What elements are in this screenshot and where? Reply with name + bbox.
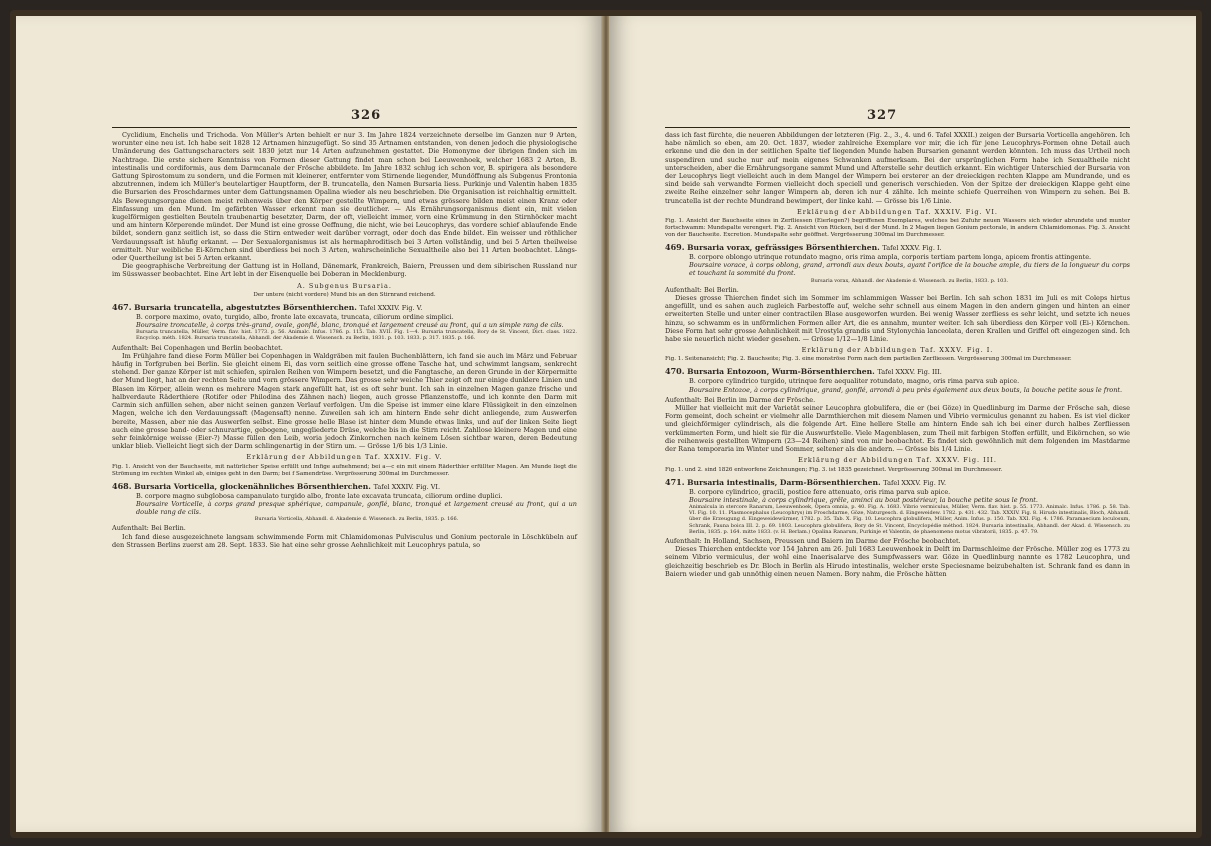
plate-reference: Tafel XXXIV. Fig. V. xyxy=(359,303,423,312)
french-diagnosis: Boursaire Vorticelle, à corps grand presque sphérique, campanule, gonflé, blanc, tronqué et largement creusé au front, qui a un double rang de cils. xyxy=(136,499,577,516)
species-name: Bursaria Entozoon, Wurm-Börsenthierchen. xyxy=(687,367,875,377)
book-spread xyxy=(10,10,1202,838)
figure-explanation-heading: Erklärung der Abbildungen Taf. XXXV. Fig. III. xyxy=(798,456,997,465)
species-description: Dieses Thierchen entdeckte vor 154 Jahren am 26. Juli 1683 Leeuwenhoek in Delft im Darmschleime der Frösche. Müller zog es 1773 zu seinem Vibrio vermiculus, der wohl eine Inaerisalarve des Sumpfwassers war. Göze in Quedlinburg nannte es 1782 Leucophra, und gleichzeitig beschrieb es Dr. Bloch in Berlin als Hirudo intestinalis, welcher erste Speciesname beizubehalten ist. Schrank fand es dann in Baiern wieder und gab unnöthig einen neuen Namen. Bory nahm, die Frösche hätten xyxy=(665,545,1130,578)
french-diagnosis: Boursaire intestinale, à corps cylindrique, grêle, aminci au bout postérieur, la bouche petite sous le front. xyxy=(689,495,1038,504)
species-number: 468. xyxy=(112,480,132,491)
synonymy-references: Animalcula in stercore Ranarum, Leeuwenhoek, Opera omnia, p. 40. Fig. A. 1683. Vibrio vermiculus, Müller, Verm. flav. hist. p. 55. 1773. Animalc. Infus. 1786. p. 58. Tab. VI. Fig. 10. 11. Plasmocephalus (Leucophrys) im Froschdarme, Göze, Naturgesch. d. Eingeweidew. 1782. p. 431. 432. Tab. XXXIV. Fig. 8. Hirudo intestinalis, Bloch, Abhandl. über die Erzeugung d. Eingeweidewürmer, 1782. p. 35. Tab. X. Fig. 10. Leucophra globulifera, Müller, Anim. Infus. p. 150. Tab. XXI. Fig. 4. 1786. Paramaecium loculosum, Schrank, Fauna boica III. 2. p. 69. 1803. Leucophra globulifera, Bory de St. Vincent, Encyclopédie méthod. 1824. Bursaria intestinalis, Abhandl. der Akad. d. Wissensch. zu Berlin, 1835. p. 164. mitte 1833. (v. H. Berlam.) Opalina Ranarum, Purkinje et Valentin, de phaenomeno motus vibratorii, 1835. p. 47. 79. xyxy=(689,503,1130,535)
figure-explanation: Fig. 1. und 2. sind 1826 entworfene Zeichnungen; Fig. 3. ist 1835 gezeichnet. Vergrösserung 300mal im Durchmesser. xyxy=(665,466,1003,473)
page-number: 326 xyxy=(351,108,382,123)
species-heading-470 xyxy=(665,366,1130,377)
geography-paragraph: Die geographische Verbreitung der Gattung ist in Holland, Dänemark, Frankreich, Baiern, Preussen und dem sibirischen Russland nur im Süsswasser beobachtet. Eine Art lebt in der Eisenquelle bei Doberan in Mecklenburg. xyxy=(112,262,577,279)
species-number: 470. xyxy=(665,366,685,377)
continued-paragraph: dass ich fast fürchte, die neueren Abbildungen der letzteren (Fig. 2., 3., 4. und 6. Tafel XXXII.) zeigen der Bursaria Vorticella angehören. Ich habe nämlich so eben, am 20. Oct. 1837, wieder zahlreiche Exemplare vor mir, die ich für jene Leucophrys-Formen ohne Detail auch erkenne und die den in der seitlichen Spalte tief liegenden Munde haben Bursarien genannt werden könnten. Ich muss das Urtheil noch suspendiren und suche nur auf mein eigenes Schwanken aufmerksam. Bei der ursprünglichen Form habe ich Sexualtheile nicht unterscheiden, aber die Ernährungsorgane sammt Mund und Afterstelle sehr deutlich erkannt. Ein wichtiger Unterschied der Bursaria von der Leucophrys liegt vielleicht auch in dem Mangel der Wimpern bei ersterer an der dreieckigen rechten Klappe am Mundrande, und es sind beide sah verwandte Formen vielleicht doch speciell und generisch verschieden. Von der Spitze der dreieckigen Klappe geht eine zweite Reihe einzelner sehr langer Wimpern ab, deren ich nur 4 zählte. Ich meinte schiefe Querreihen von Wimpern zu sehen. Bei B. truncatella ist der rechte Mundrand bewimpert, der linke kahl. — Grösse bis 1/6 Linie. xyxy=(665,131,1130,205)
figure-explanation-heading: Erklärung der Abbildungen Taf. XXXIV. Fig. V. xyxy=(246,453,443,462)
header-rule xyxy=(665,127,1130,128)
left-page xyxy=(16,16,603,832)
species-description: Müller hat vielleicht mit der Varietät seiner Leucophra globulifera, die er (bei Göze) in Quedlinburg im Darme der Frösche sah, diese Form gemeint, doch scheint er vielmehr alle Darmthierchen mit diesem Namen und Vibrio vermiculus genannt zu haben. Es ist viel dicker und gleichförmiger cylindrisch, als die folgende Art. Eine hellere Stelle am hintern Ende sah ich bei einer durch halbes Zerfliessen verkümmerten Form, und hielt sie für die Auswurfstelle. Viele Magenblasen, zum Theil mit farbigen Stoffen erfüllt, und Eikörnchen, so wie die reihenweis gestellten Wimpern (23—24 Reihen) sind von mir beobachtet. Es findet sich gewöhnlich mit dem folgenden im Mastdarme der Rana temporaria im Winter und Sommer, seltener als die andern. — Grösse bis 1/4 Linie. xyxy=(665,404,1130,454)
genus-intro: Cyclidium, Enchelis und Trichoda. Von Müller's Arten behielt er nur 3. Im Jahre 1824 verzeichnete derselbe im Ganzen nur 9 Arten, worunter eine neu ist. Ich habe seit 1828 12 Artnamen hinzugefügt. So sind 35 Artnamen entstanden, von denen jedoch die physiologische Umänderung des Gattungscharacters seit 1830 jetzt nur 14 Arten aufzunehmen gestattet. Die Homonyme der übrigen finden sich im Nachtrage. Die erste sichere Kenntniss von Formen dieser Gattung findet man schon bei Leeuwenhoek, welcher 1683 2 Arten, B. intestinalis und cordiformis, aus dem Darmcanale der Frösche abbildete. Im Jahre 1832 schlug ich schon vor, B. spirigera als besondere Gattung Spirostomum zu sondern, und die Formen mit kleinerer, entfernter vom Stirnende liegender, Mundöffnung als Subgenus Frontonia abzutrennen, indem ich Müller's beutelartiger Hauptform, der B. truncatella, den Namen Bursaria liess. Purkinje und Valentin haben 1835 die Bursarien des Froschdarmes unter dem Gattungsnamen Opalina wieder als neu beschrieben. Die Organisation ist reichhaltig ermittelt. Als Bewegungsorgane dienen meist reihenweis über den Körper gestellte Wimpern, und etwas grössere bilden meist einen Kranz oder Einfassung um den Mund. Im gefärbten Wasser erkennt man sie deutlicher. — Als Ernährungsorganismus dient ein, mit vielen kugelförmigen gestielten Beuteln traubenartig besetzter, Darm, der oft, vielleicht immer, vorn eine Krümmung in den Stirnhöcker macht und am hintern Körperende mündet. Der Mund ist eine grosse Oeffnung, die nicht, wie bei Leucophrys, das vordere schief ablaufende Ende bildet, sondern ganz seitlich ist, so dass die Stirn entweder weit darüber vorragt, oder doch das Ende bildet. Ein weisser und röthlicher Verdauungssaft ist häufig erkannt. — Der Sexualorganismus ist als hermaphroditisch bei 3 Arten vollständig, und bei 5 Arten theilweise ermittelt. Nur weibliche Ei-Körnchen sind überdiess bei noch 3 Arten, wahrscheinliche Sexualtheile also bei 11 Arten beobachtet. Längs- oder Quertheilung ist bei 5 Arten erkannt. xyxy=(112,131,577,263)
habitat-line: Aufenthalt: In Holland, Sachsen, Preussen und Baiern im Darme der Frösche beobachtet. xyxy=(665,536,961,545)
figure-explanation-heading: Erklärung der Abbildungen Taf. XXXV. Fig. I. xyxy=(801,346,994,355)
figure-explanation: Fig. 1. Ansicht von der Bauchseite, mit natürlicher Speise erfüllt und Infige aufnehmend; bei a—c ein mit einem Räderthier erfüllter Magen. Am Munde liegt die Strömung im rechten Winkel ab, einiges geht in den Darm; bei f Samendrüse. Vergrösserung 300mal im Durchmesser. xyxy=(112,463,577,477)
french-diagnosis: Boursaire vorace, à corps oblong, grand, arrondi aux deux bouts, ayant l'orifice de la bouche ample, du tiers de la longueur du corps et touchant la sommité du front. xyxy=(689,261,1130,278)
plate-reference: Tafel XXXV. Fig. III. xyxy=(877,368,942,377)
habitat-line: Aufenthalt: Bei Berlin. xyxy=(112,524,186,533)
synonymy-references: Bursaria truncatella, Müller, Verm. flav. hist. 1773. p. 56. Animalc. Infus. 1786. p. 115. Tab. XVII. Fig. 1—4. Bursaria truncatella, Bory de St. Vincent, Dict. class. 1822. Encyclop. méth. 1824. Bursaria truncatella, Abhandl. der Akademie d. Wissensch. zu Berlin, 1831. p. 103. 1833. p. 317. 1835. p. 166. xyxy=(136,329,577,342)
species-description: Ich fand diese ausgezeichnete langsam schwimmende Form mit Chlamidomonas Pulvisculus und Gonium pectorale in Löschkübeln auf den Strassen Berlins zuerst am 28. Sept. 1833. Sie hat eine sehr grosse Aehnlichkeit mit Leucophrys patula, so xyxy=(112,532,577,549)
species-name: Bursaria vorax, gefrässiges Börsenthierchen. xyxy=(687,243,880,253)
species-name: Bursaria intestinalis, Darm-Börsenthierchen. xyxy=(687,477,881,487)
latin-diagnosis: B. corpore cylindrico, gracili, postice fere attenuato, oris rima parva sub apice. xyxy=(689,487,951,496)
species-heading-471 xyxy=(665,477,1130,488)
figure-explanation: Fig. 1. Ansicht der Bauchseite eines in Zerfliessen (Eierlegen?) begriffenen Exemplares, welches bei Zufuhr neuen Wassers sich wieder abrundete und munter fortschwamm: Mundspalte verengert. Fig. 2. Ansicht von Rücken, bei d der Mund. In 2 Magen liegen Gonium pectorale, in andern Chlamidomonas. Fig. 3. Ansicht von der Bauchseite. Excretion. Mundspalte sehr geöffnet. Vergrösserung 300mal im Durchmesser. xyxy=(665,218,1130,239)
french-diagnosis: Boursaire Entozoe, à corps cylindrique, grand, gonflé, arrondi à peu près également aux deux bouts, la bouche petite sous le front. xyxy=(689,385,1123,394)
figure-explanation-heading: Erklärung der Abbildungen Taf. XXXIV. Fig. VI. xyxy=(797,207,998,216)
header-rule xyxy=(112,127,577,128)
latin-diagnosis: B. corpore magno subglobosa campanulato turgido albo, fronte late excavata truncata, ciliorum ordine duplici. xyxy=(136,491,503,500)
species-heading-468 xyxy=(112,481,577,492)
plate-reference: Tafel XXXV. Fig. I. xyxy=(882,244,942,253)
latin-diagnosis: B. corpore maximo, ovato, turgido, albo, fronte late excavata, truncata, ciliorum ordine simplici. xyxy=(136,312,454,321)
species-description: Dieses grosse Thierchen findet sich im Sommer im schlammigen Wasser bei Berlin. Ich sah schon 1831 im Juli es mit Coleps hirtus angefüllt, und es sahen auch zugleich Farbestoffe auf, welche sehr schnell aus einem Magen in den andern gingen und hinten an einer erweiterten Stelle und unter einer contractilen Blase ausgeworfen wurden. Bei wenig Wasser zerfliess es sehr leicht, und setzte ich neues hinzu, so schwamm es in unförmlichen Formen aller Art, die es annahm, munter weiter. Ich sah überdiess den Körper voll (Ei-) Körnchen. Diese Form hat sehr grosse Aehnlichkeit mit Urostyla grandis und Stylonychia lanceolata, deren Krallen und Griffel oft eingezogen sind. Ich habe sie neuerlich nicht wieder gesehen. — Grösse 1/12—1/8 Linie. xyxy=(665,294,1130,344)
habitat-line: Aufenthalt: Bei Berlin im Darme der Frösche. xyxy=(665,395,816,404)
subgenus-note: Der untere (nicht vordere) Mund bis an den Stirnrand reichend. xyxy=(253,291,436,298)
species-description: Im Frühjahre fand diese Form Müller bei Copenhagen in Waldgräben mit faulen Buchenblättern, ich fand sie auch im März und Februar häufig in Torfgruben bei Berlin. Sie gleicht einem Ei, das vorn seitlich eine grosse offene Tasche hat, und schwimmt langsam, senkrecht stehend. Der ganze Körper ist mit schiefen, spiralen Reihen von Wimpern besetzt, und die Fangtasche, an deren Grunde in der Körpermitte der Mund liegt, hat an der rechten Seite und vorn grössere Wimpern. Das grosse sehr weiche Thier zeigt oft nur einige dunklere Linien und Blasen im Körper, allein wenn es mehrere Magen stark angefüllt hat, ist es oft sehr bunt. Ich sah in einzelnen Magen ganze frische und halbverdaute Räderthiere (Rotifer oder Philodina des Zähnen nach) liegen, auch grosse Pflanzenstoffe, und ich konnte den Darm mit Carmin sich anfüllen sehen, aber nicht seinen ganzen Verlauf verfolgen. Um die Speise ist immer eine klare Flüssigkeit in den einzelnen Magen, welche ich den Verdauungssaft (Magensaft) nenne. Zuweilen sah ich am hintern Ende sehr dicht anliegende, zum Auswerfen bereite, Massen, aber nie das Auswerfen selbst. Eine grosse helle Blase ist hinter dem Munde etwas links, und auf der linken Seite liegt auch eine grosse band- oder schnurartige, gebogene, ungegliederte Drüse, welche bis in die Stirn reicht. Zahllose kleinere Magen und eine sehr feinkörnige weisse (Eier-?) Masse füllen den Leib, woria jedoch Zinkornchen nach keinem Lösen sichtbar waren, deren Bedeutung unklar blieb. Vielleicht liegt sich der Darm schlingenartig in der Stirn um. — Grösse 1/6 bis 1/3 Linie. xyxy=(112,351,577,451)
page-number: 327 xyxy=(867,108,898,123)
species-heading-469 xyxy=(665,242,1130,253)
species-heading-467 xyxy=(112,302,577,313)
species-number: 471. xyxy=(665,476,685,487)
species-name: Bursaria Vorticella, glockenähnliches Börsenthierchen. xyxy=(134,481,371,491)
latin-diagnosis: B. corpore cylindrico turgido, utrinque fere aequaliter rotundato, magno, oris rima parva sub apice. xyxy=(689,377,1020,386)
habitat-line: Aufenthalt: Bei Berlin. xyxy=(665,285,739,294)
species-name: Bursaria truncatella, abgestutztes Börsenthierchen. xyxy=(134,302,357,312)
synonymy-references: Bursaria vorax, Abhandl. der Akademie d. Wissensch. zu Berlin, 1833. p. 103. xyxy=(810,277,1009,284)
plate-reference: Tafel XXXIV. Fig. VI. xyxy=(373,482,441,491)
right-page xyxy=(609,16,1196,832)
figure-explanation: Fig. 1. Seitenansicht; Fig. 2. Bauchseite; Fig. 3. eine monströse Form nach dem partiellen Zerfliessen. Vergrösserung 300mal im Durchmesser. xyxy=(665,356,1072,363)
french-diagnosis: Boursaire troncatelle, à corps très-grand, ovale, gonflé, blanc, tronqué et largement creusé au front, qui a un simple rang de cils. xyxy=(136,321,564,330)
right-content xyxy=(665,131,1130,578)
subgenus-heading: A. Subgenus Bursaria. xyxy=(297,281,392,290)
habitat-line: Aufenthalt: Bei Copenhagen und Berlin beobachtet. xyxy=(112,343,283,352)
left-content xyxy=(112,131,577,549)
plate-reference: Tafel XXXV. Fig. IV. xyxy=(883,478,947,487)
synonymy-references: Bursaria Vorticella, Abhandl. d. Akademie d. Wissensch. zu Berlin, 1835. p. 166. xyxy=(254,516,459,523)
species-number: 467. xyxy=(112,301,132,312)
latin-diagnosis: B. corpore oblongo utrinque rotundato magno, oris rima ampla, corporis tertiam partem longa, apicem frontis attingente. xyxy=(689,253,1092,262)
species-number: 469. xyxy=(665,242,685,253)
